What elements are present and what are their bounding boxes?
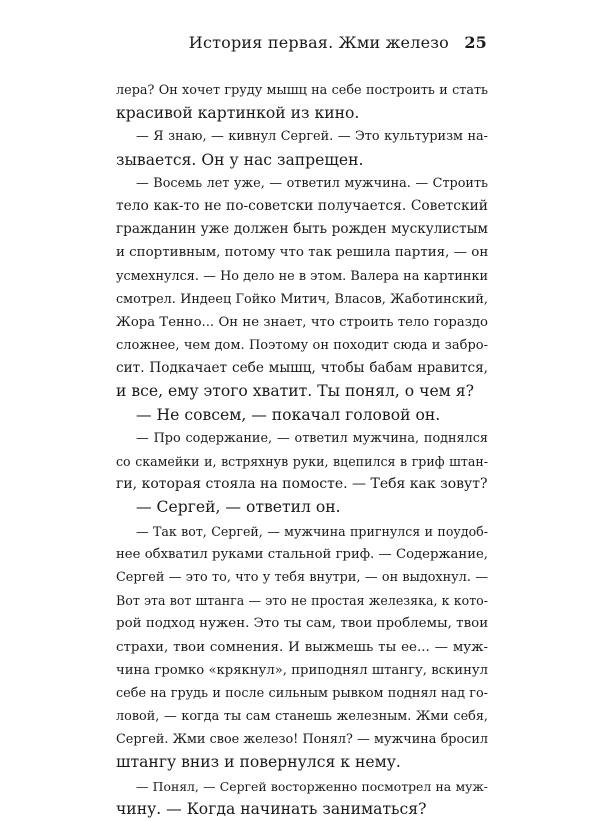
text-line: лера? Он хочет груду мышц на себе построить и стать — [116, 83, 488, 98]
text-line: нее обхватил руками стальной гриф. — Содержание, — [116, 546, 488, 562]
text-line: Жора Тенно... Он не знает, что строить тело гораздо — [116, 314, 488, 330]
text-line: — Про содержание, — ответил мужчина, поднялся — [136, 430, 488, 446]
running-head — [189, 33, 487, 52]
text-line: усмехнулся. — Но дело не в этом. Валера на картинки — [116, 268, 488, 284]
text-line: — Сергей, — ответил он. — [136, 498, 341, 517]
text-line: и спортивным, потому что так решила партия, — он — [116, 245, 489, 261]
text-line: чина громко «крякнул», приподнял штангу, вскинул — [116, 662, 488, 678]
text-line: и все, ему этого хватит. Ты понял, о чем я? — [116, 382, 474, 401]
text-line: себе на грудь и после сильным рывком поднял над го- — [116, 685, 488, 701]
text-line: красивой картинкой из кино. — [116, 104, 360, 123]
text-line: чину. — Когда начинать заниматься? — [116, 799, 427, 818]
body-text — [116, 79, 488, 821]
text-line: сит. Подкачает себе мышц, чтобы бабам нравится, — [116, 360, 488, 377]
text-line: — Я знаю, — кивнул Сергей. — Это культуризм на- — [136, 129, 488, 145]
text-line: рой подход нужен. Это ты сам, твои проблемы, твои — [116, 616, 489, 632]
text-line: ловой, — когда ты сам станешь железным. Жми себя, — [116, 709, 488, 725]
text-line: — Восемь лет уже, — ответил мужчина. — Строить — [136, 175, 488, 191]
text-line: — Не совсем, — покачал головой он. — [136, 405, 441, 424]
page-number: 25 — [464, 33, 487, 52]
text-line: — Понял, — Сергей восторженно посмотрел на муж- — [136, 778, 488, 794]
text-line: тело как-то не по-советски получается. Советский — [116, 197, 488, 214]
text-line: со скамейки и, встряхнув руки, вцепился в гриф штан- — [116, 454, 488, 469]
text-line: Вот эта вот штанга — это не простая железяка, к кото- — [116, 593, 488, 609]
chapter-title: История первая. Жми железо — [188, 33, 450, 52]
text-line: гражданин уже должен быть рожден мускулистым — [116, 221, 488, 238]
text-line: зывается. Он у нас запрещен. — [116, 150, 364, 169]
text-line: ги, которая стояла на помосте. — Тебя как зовут? — [116, 476, 488, 493]
text-line: Сергей. Жми свое железо! Понял? — мужчина бросил — [116, 732, 488, 748]
text-line: штангу вниз и повернулся к нему. — [116, 753, 401, 772]
text-line: страхи, твои сомнения. И выжмешь ты ее... — муж- — [116, 639, 488, 655]
text-line: Сергей — это то, что у тебя внутри, — он выдохнул. — — [116, 569, 488, 585]
text-line: сложнее, чем дом. Поэтому он походит сюда и забро- — [116, 338, 488, 354]
text-line: — Так вот, Сергей, — мужчина пригнулся и поудоб- — [136, 523, 488, 539]
text-line: смотрел. Индеец Гойко Митич, Власов, Жаботинский, — [116, 291, 488, 307]
